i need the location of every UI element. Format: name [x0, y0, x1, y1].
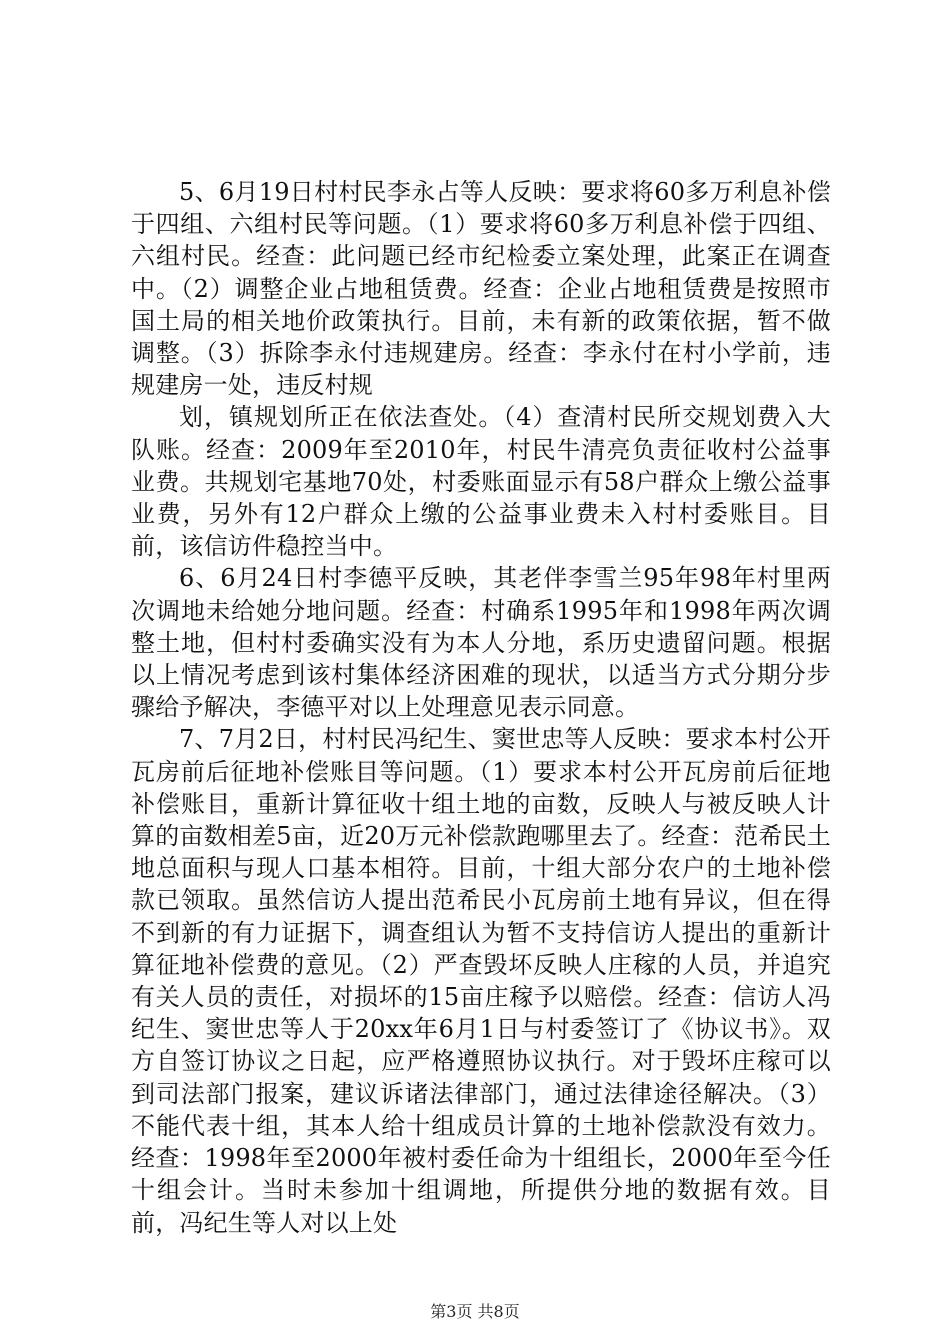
paragraph-item-5-part1: 5、6月19日村村民李永占等人反映：要求将60多万利息补偿于四组、六组村民等问题。（1）要求将60多万利息补偿于四组、六组村民。经查：此问题已经市纪检委立案处理，此案正在调查中。（2）调整企业占地租赁费。经查：企业占地租赁费是按照市国土局的相关地价政策执行。目前，未有新的政策依据，暂不做调整。（3）拆除李永付违规建房。经查：李永付在村小学前，违规建房一处，违反村规 — [131, 178, 831, 400]
paragraph-item-7: 7、7月2日，村村民冯纪生、窦世忠等人反映：要求本村公开瓦房前后征地补偿账目等问题。（1）要求本村公开瓦房前后征地补偿账目，重新计算征收十组土地的亩数，反映人与被反映人计算的亩数相差5亩，近20万元补偿款跑哪里去了。经查：范希民土地总面积与现人口基本相符。目前，十组大部分农户的土地补偿款已领取。虽然信访人提出范希民小瓦房前土地有异议，但在得不到新的有力证据下，调查组认为暂不支持信访人提出的重新计算征地补偿费的意见。（2）严查毁坏反映人庄稼的人员，并追究有关人员的责任，对损坏的15亩庄稼予以赔偿。经查：信访人冯纪生、窦世忠等人于20xx年6月1日与村委签订了《协议书》。双方自签订协议之日起，应严格遵照协议执行。对于毁坏庄稼可以到司法部门报案，建议诉诸法律部门，通过法律途径解决。（3）不能代表十组，其本人给十组成员计算的土地补偿款没有效力。经查：1998年至2000年被村委任命为十组组长，2000年至今任十组会计。当时未参加十组调地，所提供分地的数据有效。目前，冯纪生等人对以上处 — [131, 725, 831, 1237]
page-footer: 第3页 共8页 — [430, 1302, 520, 1321]
paragraph-item-5-part2: 划，镇规划所正在依法查处。（4）查清村民所交规划费入大队账。经查：2009年至2010年，村民牛清亮负责征收村公益事业费。共规划宅基地70处，村委账面显示有58户群众上缴公益事业费，另外有12户群众上缴的公益事业费未入村村委账目。目前，该信访件稳控当中。 — [131, 403, 831, 561]
paragraph-item-6: 6、6月24日村李德平反映，其老伴李雪兰95年98年村里两次调地未给她分地问题。经查：村确系1995年和1998年两次调整土地，但村村委确实没有为本人分地，系历史遗留问题。根据以上情况考虑到该村集体经济困难的现状，以适当方式分期分步骤给予解决，李德平对以上处理意见表示同意。 — [131, 564, 831, 722]
body-text — [131, 176, 831, 1239]
